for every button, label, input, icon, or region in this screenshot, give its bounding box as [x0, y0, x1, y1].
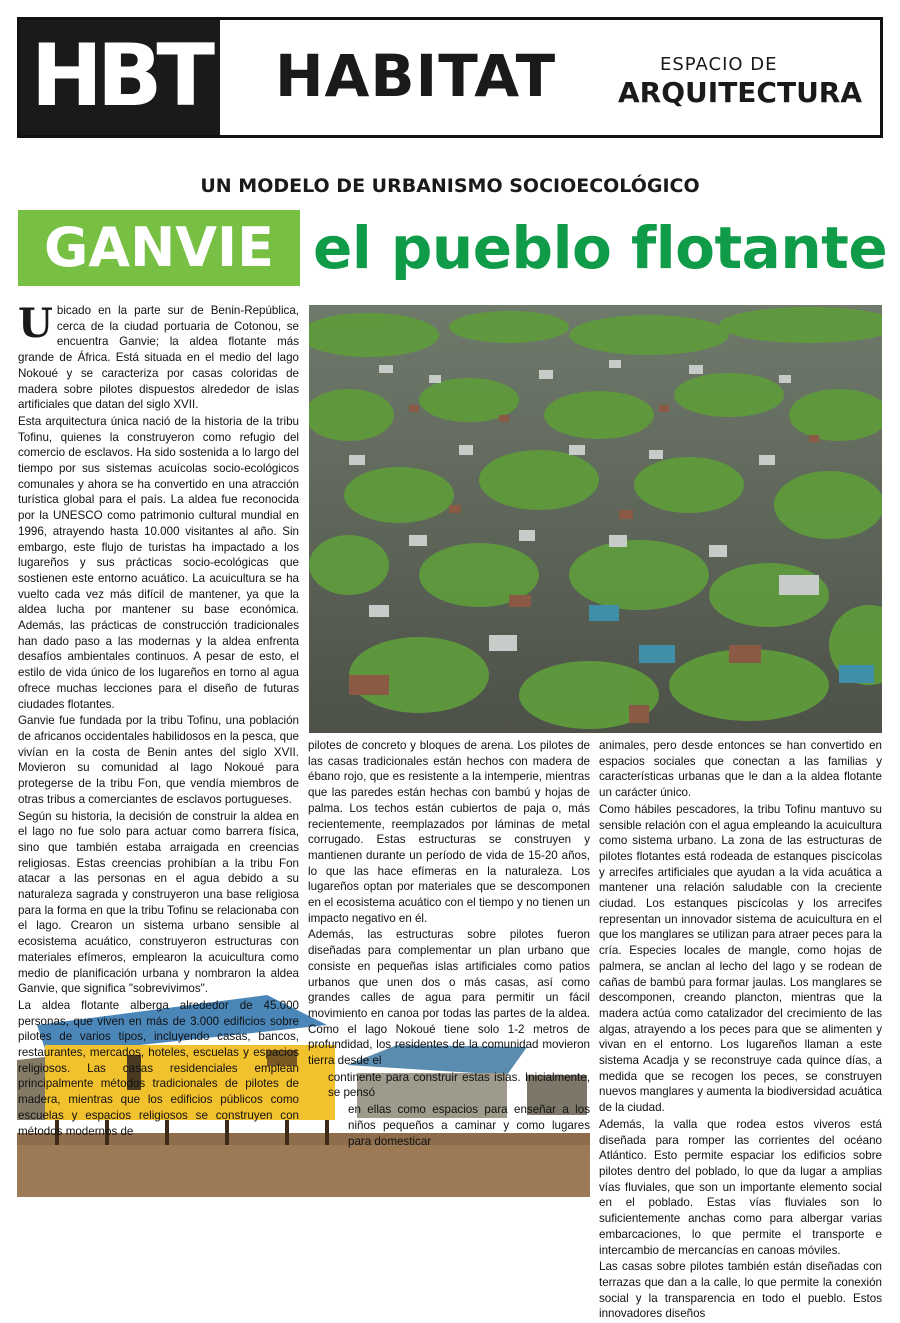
aerial-village-photo: [309, 305, 882, 733]
paragraph-9: Como hábiles pescadores, la tribu Tofinu mantuvo su sensible relación con el agua empleando la acuicultura como sistema urbano. La zona de las estructuras de pilotes flotantes está rodeada de estanques piscícolas y arrecifes artificiales que ayudan a la vida acuática a mantener una relación saludable con la creciente ciudad. Los estanques piscícolas y los arrecifes representan un innovador sistema de acuicultura en el que los manglares se utilizan para atraer peces para la cría. Especies locales de mangle, como hojas de palmera, se anclan al lecho del lago y se rodean de cañas de bambú para formar jaulas. Los manglares se descomponen, creando plancton, mientras que la madera actúa como catalizador del crecimiento de las algas, atrayendo a los peces para que se alimenten y vivan en el entorno. Los lugareños llaman a este sistema Acadja y se reconstruye cada quince días, a medida que se recogen los peces, se construyen nuevos manglares y aumenta la biodiversidad acuática de la ciudad.: [599, 802, 882, 1115]
paragraph-6: pilotes de concreto y bloques de arena. Los pilotes de las casas tradicionales están hechos con madera de ébano rojo, que es resistente a la intemperie, mientras que las paredes están hechas con bambú y hojas de palma. Los techos están cubiertos de paja o, más recientemente, reemplazados por láminas de metal corrugado. Estas estructuras se construyen y mantienen durante un período de vida de 15-20 años, lo que las hace efímeras en la naturaleza. Los lugareños optan por materiales que se descomponen en el ecosistema acuático con el tiempo y no tienen un impacto negativo en él.: [308, 739, 590, 925]
paragraph-2: Esta arquitectura única nació de la historia de la tribu Tofinu, quienes la construyeron como refugio del comercio de esclavos. Ha sido sostenida a lo largo del tiempo por sus sistemas acuícolas socio-ecológicos comunales y ahora se ha convertido en una atracción turística global para el país. La aldea fue reconocida por la UNESCO como patrimonio cultural mundial en 1996, atrayendo hasta 10.000 visitantes al año. Sin embargo, este flujo de turistas ha impactado a los lugareños y sus prácticas socio-ecológicas que sostienen este entorno acuático. La acuicultura se ha vuelto cada vez más difícil de mantener, ya que la aldea lucha por mantener su base económica. Además, las prácticas de construcción tradicionales han dado paso a las modernas y la aldea enfrenta desafíos ambientales continuos. A pesar de esto, el estilo de vida único de los lugareños en torno al agua ofrece muchas lecciones para el diseño de futuras ciudades flotantes.: [18, 414, 299, 711]
magazine-subtitle-line1: ESPACIO DE: [660, 54, 778, 75]
title-highlight: GANVIE: [43, 216, 275, 279]
paragraph-8: animales, pero desde entonces se han convertido en espacios sociales que conectan a las familias y características urbanas que le dan a la aldea flotante un carácter único.: [599, 739, 882, 800]
magazine-title: HABITAT: [275, 42, 557, 110]
paragraph-7-continued: continente para construir estas islas. Inicialmente, se pensó: [328, 1070, 590, 1100]
article-column-1: [18, 300, 299, 1140]
paragraph-5: La aldea flotante alberga alrededor de 45.000 personas, que viven en más de 3.000 edificios sobre pilotes de varios tipos, incluyendo casas, bancos, restaurantes, mercados, hoteles, escuelas y espacios religiosos. Las casas residenciales emplean principalmente métodos tradicionales de pilotes de madera, mientras que los edificios públicos como escuelas y espacios religiosos se construyen con métodos modernos de: [18, 998, 299, 1138]
paragraph-3: Ganvie fue fundada por la tribu Tofinu, una población de africanos occidentales habilidosos en la pesca, que vivían en la costa de Benin antes del siglo XVII. Movieron su comunidad al lago Nokoué para protegerse de la tribu Fon, que vendía miembros de otras tribus a comerciantes de esclavos portugueses.: [18, 714, 299, 806]
masthead: [17, 17, 883, 138]
paragraph-4: Según su historia, la decisión de construir la aldea en el lago no fue solo para actuar como barrera física, sino que también estaba arraigada en creencias religiosas. Estas creencias prohibían a la tribu Fon atacar a las personas en el agua debido a su naturaleza sagrada y construyeron una base religiosa para la forma en que la tribu Tofinu se relacionaba con el lago. Crearon un sistema urbano sensible al ecosistema acuático, construyeron estructuras con materiales efímeros, emplearon la acuicultura como medio de planificación urbana y nombraron la aldea Ganvie, que significa "sobrevivimos".: [18, 809, 299, 996]
logo-text: HBT: [30, 26, 210, 126]
paragraph-1-text: bicado en la parte sur de Benin-República, cerca de la ciudad portuaria de Cotonou, se encuentra Ganvie; la aldea flotante más grande de África. Está situada en el medio del lago Nokoué y se caracteriza por casas coloridas de madera sobre pilotes dispuestos alrededor de islas artificiales que datan del siglo XVII.: [18, 304, 299, 412]
drop-cap: U: [18, 300, 53, 347]
paragraph-10: Además, la valla que rodea estos viveros está diseñada para romper las corrientes del océano Atlántico. Esto permite espaciar los edificios sobre pilotes dentro del poblado, lo que da lugar a amplias vías fluviales, que son un importante elemento social en el poblado. Estas vías fluviales son lo suficientemente anchas como para albergar varias embarcaciones, lo que permite el transporte e intercambio de mercancías en canoas móviles.: [599, 1117, 882, 1257]
logo: [20, 20, 220, 135]
paragraph-1: [18, 300, 299, 413]
article-column-3: [599, 738, 882, 1323]
paragraph-7-end: en ellas como espacios para enseñar a los niños pequeños a caminar y como lugares para domesticar: [348, 1103, 590, 1148]
paragraph-11: Las casas sobre pilotes también están diseñadas con terrazas que dan a la calle, lo que permite la conexión social y la transparencia en todo el pueblo. Estos innovadores diseños: [599, 1260, 882, 1321]
magazine-subtitle-line2: ARQUITECTURA: [618, 76, 863, 109]
article-column-2: [308, 738, 590, 1150]
article-kicker: UN MODELO DE URBANISMO SOCIOECOLÓGICO: [200, 175, 700, 197]
article-title: el pueblo flotante: [313, 214, 888, 282]
aerial-village-illustration: [309, 305, 882, 733]
paragraph-7: Además, las estructuras sobre pilotes fueron diseñadas para complementar un plan urbano que consiste en pequeñas islas artificiales como patios urbanos que unen dos o más casas, así como grandes calles de agua para permitir un fácil movimiento en canoa por todas las partes de la aldea. Como el lago Nokoué tiene solo 1-2 metros de profundidad, los residentes de la comunidad movieron tierra desde el: [308, 928, 590, 1068]
title-highlight-box: [18, 210, 300, 286]
